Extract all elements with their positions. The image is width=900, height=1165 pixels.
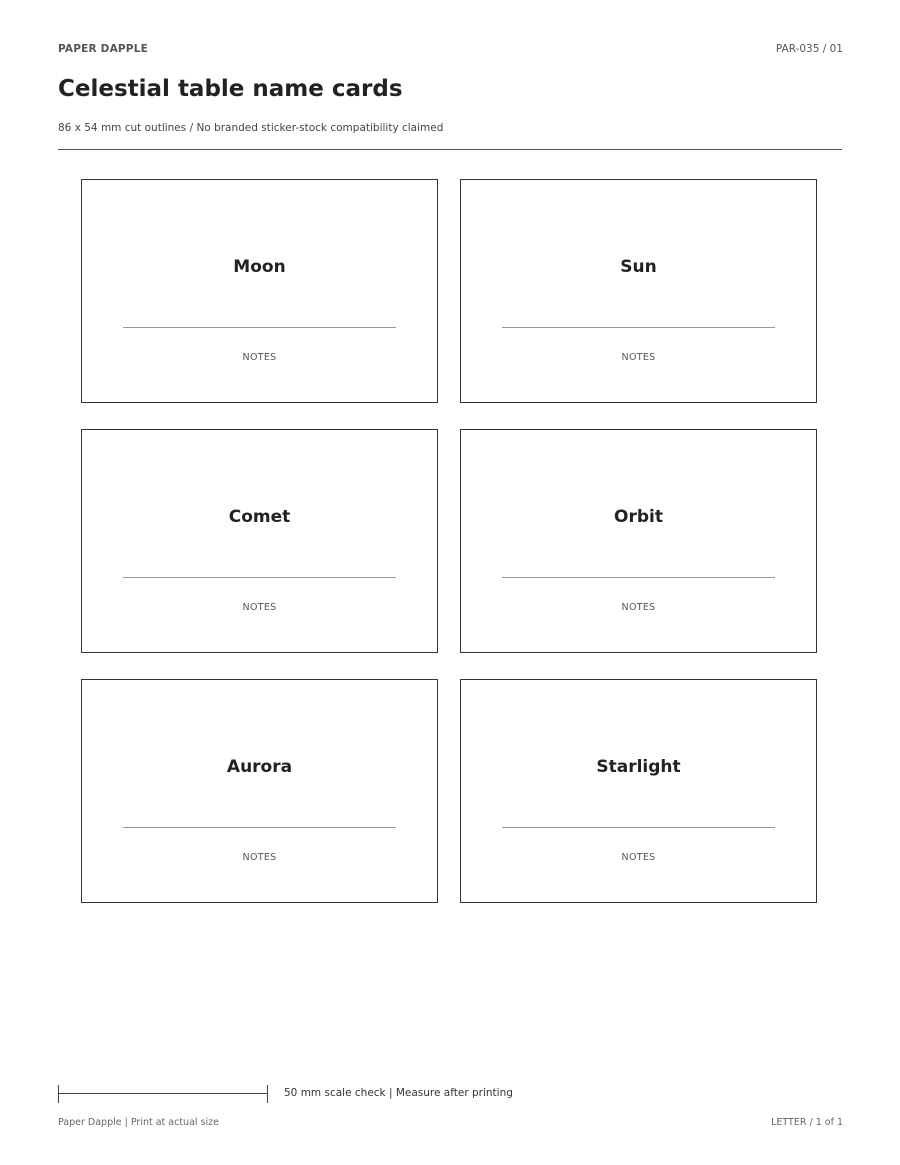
card-writing-line	[502, 577, 775, 578]
card-name: Orbit	[614, 507, 663, 527]
card-notes-label: NOTES	[242, 852, 277, 863]
footer-print-note: Paper Dapple | Print at actual size	[58, 1117, 219, 1128]
page-title: Celestial table name cards	[58, 76, 403, 102]
card-writing-line	[502, 827, 775, 828]
scale-check-text: 50 mm scale check | Measure after printing	[284, 1087, 513, 1099]
card-notes-label: NOTES	[621, 852, 656, 863]
card-notes-label: NOTES	[242, 352, 277, 363]
brand-label: PAPER DAPPLE	[58, 43, 148, 55]
card-writing-line	[502, 327, 775, 328]
document-code: PAR-035 / 01	[775, 43, 843, 55]
card-name: Comet	[228, 507, 291, 527]
scale-bar-right-tick	[267, 1085, 268, 1103]
name-card-moon	[81, 179, 438, 403]
card-writing-line	[123, 327, 396, 328]
card-name: Sun	[620, 257, 657, 277]
card-notes-label: NOTES	[621, 352, 656, 363]
page-subtitle: 86 x 54 mm cut outlines / No branded sticker-stock compatibility claimed	[58, 122, 444, 134]
name-card-orbit	[460, 429, 817, 653]
card-writing-line	[123, 577, 396, 578]
card-name: Aurora	[226, 757, 293, 777]
card-writing-line	[123, 827, 396, 828]
footer-page-info: LETTER / 1 of 1	[771, 1117, 843, 1128]
card-name: Starlight	[596, 757, 681, 777]
scale-bar-line	[58, 1093, 268, 1094]
name-card-starlight	[460, 679, 817, 903]
name-card-aurora	[81, 679, 438, 903]
card-name: Moon	[233, 257, 286, 277]
scale-check-bar	[58, 1085, 268, 1103]
card-notes-label: NOTES	[621, 602, 656, 613]
card-notes-label: NOTES	[242, 602, 277, 613]
scale-bar-left-tick	[58, 1085, 59, 1103]
name-card-sun	[460, 179, 817, 403]
header-divider	[58, 149, 842, 150]
name-card-comet	[81, 429, 438, 653]
